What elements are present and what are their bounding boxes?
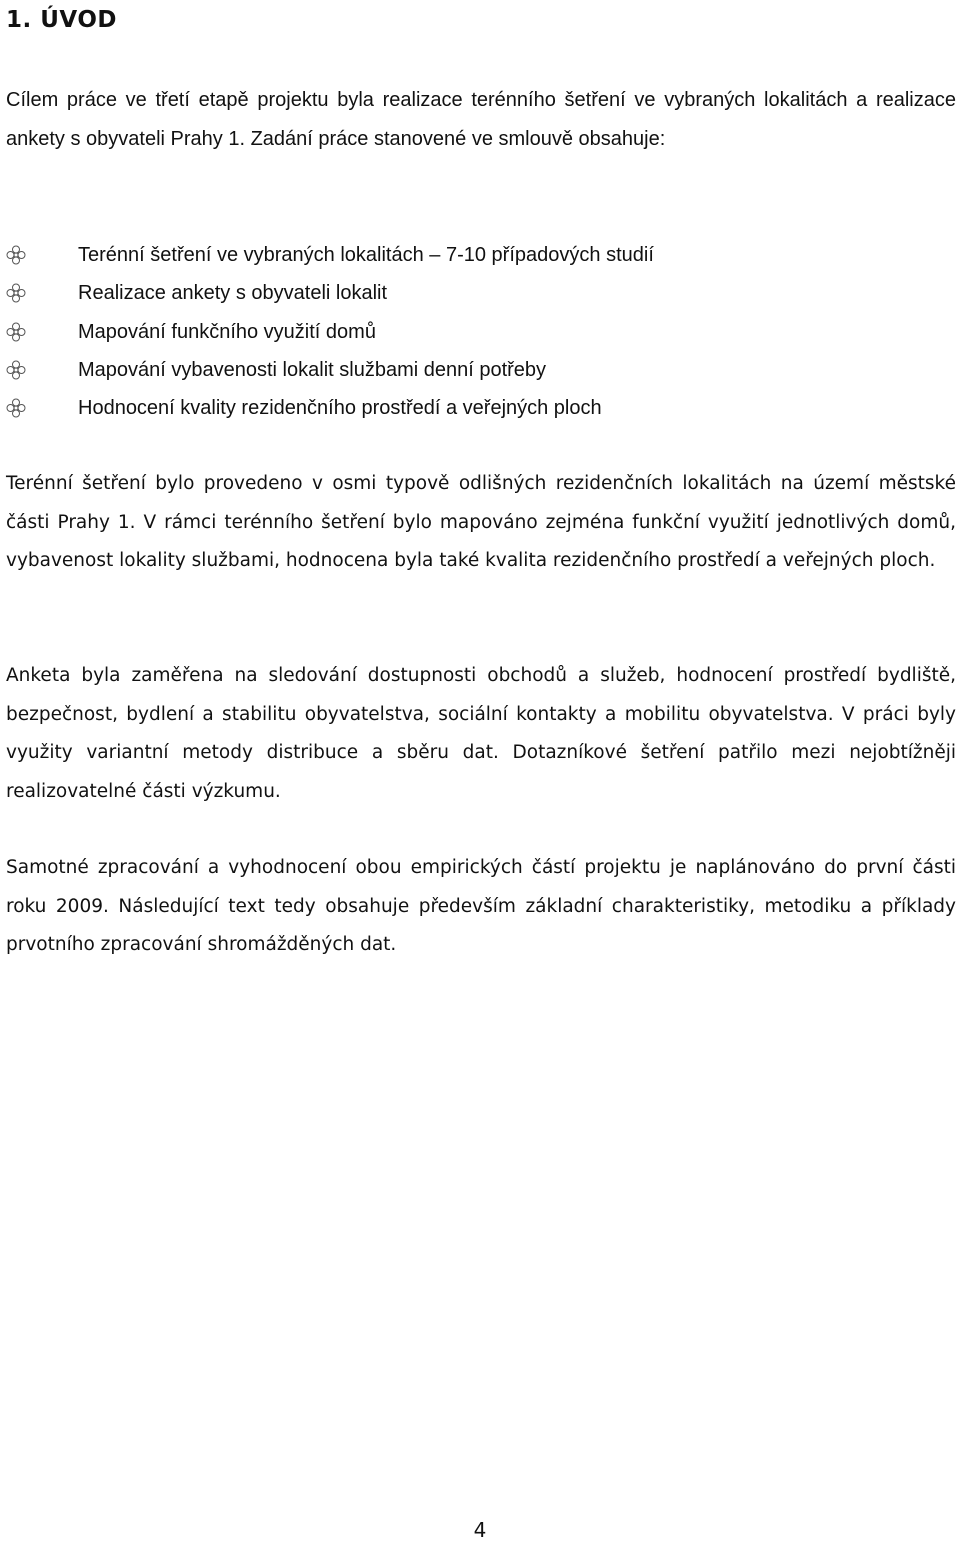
- flower-bullet-icon: [6, 398, 26, 418]
- list-item-text: Realizace ankety s obyvateli lokalit: [78, 282, 388, 305]
- list-item-text: Mapování vybavenosti lokalit službami denní potřeby: [78, 358, 547, 381]
- section-heading: 1. ÚVOD: [6, 7, 117, 33]
- flower-bullet-icon: [6, 322, 26, 342]
- flower-bullet-icon: [6, 245, 26, 265]
- body-paragraph: Samotné zpracování a vyhodnocení obou empirických částí projektu je naplánováno do první části roku 2009. Následující text tedy obsahuje především základní charakteristiky, metodiku a příklady prvotního zpracování shromážděných dat.: [6, 857, 956, 955]
- list-item: [6, 313, 654, 351]
- flower-bullet-icon: [6, 283, 26, 303]
- flower-bullet-icon: [6, 360, 26, 380]
- body-paragraph: Terénní šetření bylo provedeno v osmi typově odlišných rezidenčních lokalitách na území městské části Prahy 1. V rámci terénního šetření bylo mapováno zejména funkční využití jednotlivých domů, vybavenost lokality službami, hodnocena byla také kvalita rezidenčního prostředí a veřejných ploch.: [6, 473, 956, 571]
- list-item-text: Terénní šetření ve vybraných lokalitách – 7-10 případových studií: [78, 244, 654, 266]
- body-paragraph: Anketa byla zaměřena na sledování dostupnosti obchodů a služeb, hodnocení prostředí bydliště, bezpečnost, bydlení a stabilitu obyvatelstva, sociální kontakty a mobilitu obyvatelstva. V práci byly využity variantní metody distribuce a sběru dat. Dotazníkové šetření patřilo mezi nejobtížněji realizovatelné části výzkumu.: [6, 665, 956, 802]
- list-item: [6, 236, 654, 274]
- list-item-text: Mapování funkčního využití domů: [78, 320, 376, 343]
- intro-paragraph: Cílem práce ve třetí etapě projektu byla realizace terénního šetření ve vybraných lokalitách a realizace ankety s obyvateli Prahy 1. Zadání práce stanovené ve smlouvě obsahuje:: [6, 89, 956, 150]
- list-item: [6, 274, 654, 312]
- task-list: [6, 236, 654, 427]
- list-item: [6, 389, 654, 427]
- page-number: 4: [473, 1518, 487, 1542]
- list-item: [6, 351, 654, 389]
- list-item-text: Hodnocení kvality rezidenčního prostředí a veřejných ploch: [78, 397, 602, 420]
